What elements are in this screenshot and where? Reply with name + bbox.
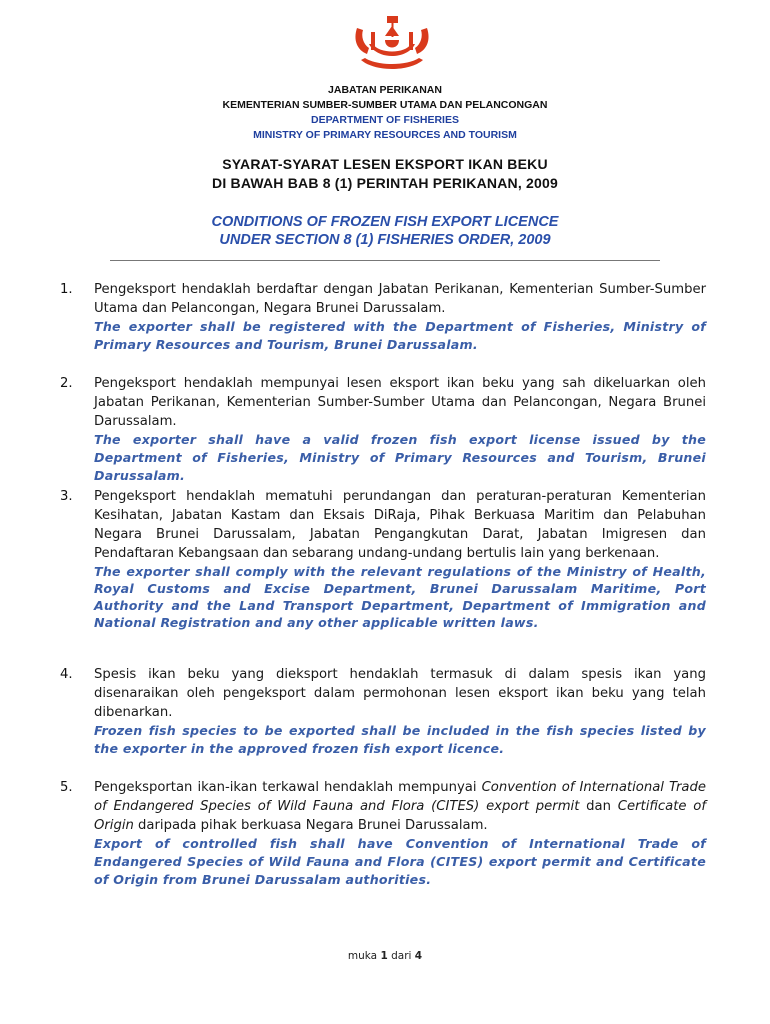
title-en-line2: UNDER SECTION 8 (1) FISHERIES ORDER, 2009: [219, 232, 551, 248]
item-number: 2.: [60, 376, 73, 391]
item-text-ms: Spesis ikan beku yang dieksport hendaklah termasuk di dalam spesis ikan yang disenaraikan oleh pengeksport dalam permohonan lesen eksport ikan beku yang telah dibenarkan.: [94, 667, 706, 720]
footer-page-number: 1: [380, 950, 388, 962]
title-divider: [110, 260, 660, 261]
item-text-ms-part1: Pengeksportan ikan-ikan terkawal hendaklah mempunyai: [94, 780, 482, 795]
footer-prefix: muka: [347, 950, 378, 962]
brunei-crest-icon: [351, 14, 433, 72]
header-dept-en: DEPARTMENT OF FISHERIES: [311, 114, 459, 126]
item-number: 5.: [60, 780, 73, 795]
footer-middle: dari: [391, 950, 412, 962]
title-ms-line2: DI BAWAH BAB 8 (1) PERINTAH PERIKANAN, 2009: [212, 175, 558, 191]
item-text-en: The exporter shall be registered with the Department of Fisheries, Ministry of Primary Resources and Tourism, Brunei Darussalam.: [94, 319, 706, 352]
item-text-ms-part2: dan: [579, 799, 618, 814]
item-text-ms: Pengeksport hendaklah mematuhi perundangan dan peraturan-peraturan Kementerian Kesihatan, Jabatan Kastam dan Eksais DiRaja, Pihak Berkuasa Maritim dan Pelabuhan Negara Brunei Darussalam, Jabatan Pengangkutan Darat, Jabatan Imigresen dan Pendaftaran Kebangsaan dan sebarang undang-undang bertulis lain yang berkenaan.: [94, 489, 706, 561]
item-text-ms: Pengeksport hendaklah mempunyai lesen eksport ikan beku yang sah dikeluarkan oleh Jabatan Perikanan, Kementerian Sumber-Sumber Utama dan Pelancongan, Negara Brunei Darussalam.: [94, 376, 706, 429]
title-ms-line1: SYARAT-SYARAT LESEN EKSPORT IKAN BEKU: [222, 156, 548, 172]
footer-total-pages: 4: [414, 950, 423, 962]
item-text-ms-part3: daripada pihak berkuasa Negara Brunei Darussalam.: [133, 818, 488, 833]
item-number: 1.: [60, 282, 73, 297]
item-text-ms: Pengeksport hendaklah berdaftar dengan Jabatan Perikanan, Kementerian Sumber-Sumber Utama dan Pelancongan, Negara Brunei Darussalam.: [94, 282, 706, 316]
item-text-en: Export of controlled fish shall have Convention of International Trade of Endangered Species of Wild Fauna and Flora (CITES) export permit and Certificate of Origin from Brunei Darussalam authorities.: [94, 836, 706, 887]
item-text-en: The exporter shall comply with the relevant regulations of the Ministry of Health, Royal Customs and Excise Department, Brunei Darussalam Maritime, Port Authority and the Land Transport Department, Department of Immigration and National Registration and any other applicable written laws.: [94, 564, 706, 630]
item-text-ms: [94, 778, 706, 835]
item-text-ms-cites: Convention of International Trade of Endangered Species of Wild Fauna and Flora (CITES) export permit: [94, 780, 706, 814]
item-number: 3.: [60, 489, 73, 504]
header-dept-ms: JABATAN PERIKANAN: [328, 84, 442, 96]
header-ministry-en: MINISTRY OF PRIMARY RESOURCES AND TOURISM: [253, 129, 517, 141]
item-text-en: Frozen fish species to be exported shall be included in the fish species listed by the exporter in the approved frozen fish export licence.: [94, 723, 706, 756]
item-text-ms-certificate: Certificate of Origin: [94, 799, 706, 833]
page-footer: [0, 950, 770, 962]
item-text-en: The exporter shall have a valid frozen fish export license issued by the Department of Fisheries, Ministry of Primary Resources and Tourism, Brunei Darussalam.: [94, 432, 706, 483]
title-en-line1: CONDITIONS OF FROZEN FISH EXPORT LICENCE: [211, 214, 559, 230]
item-number: 4.: [60, 667, 73, 682]
header-ministry-ms: KEMENTERIAN SUMBER-SUMBER UTAMA DAN PELANCONGAN: [222, 99, 548, 111]
